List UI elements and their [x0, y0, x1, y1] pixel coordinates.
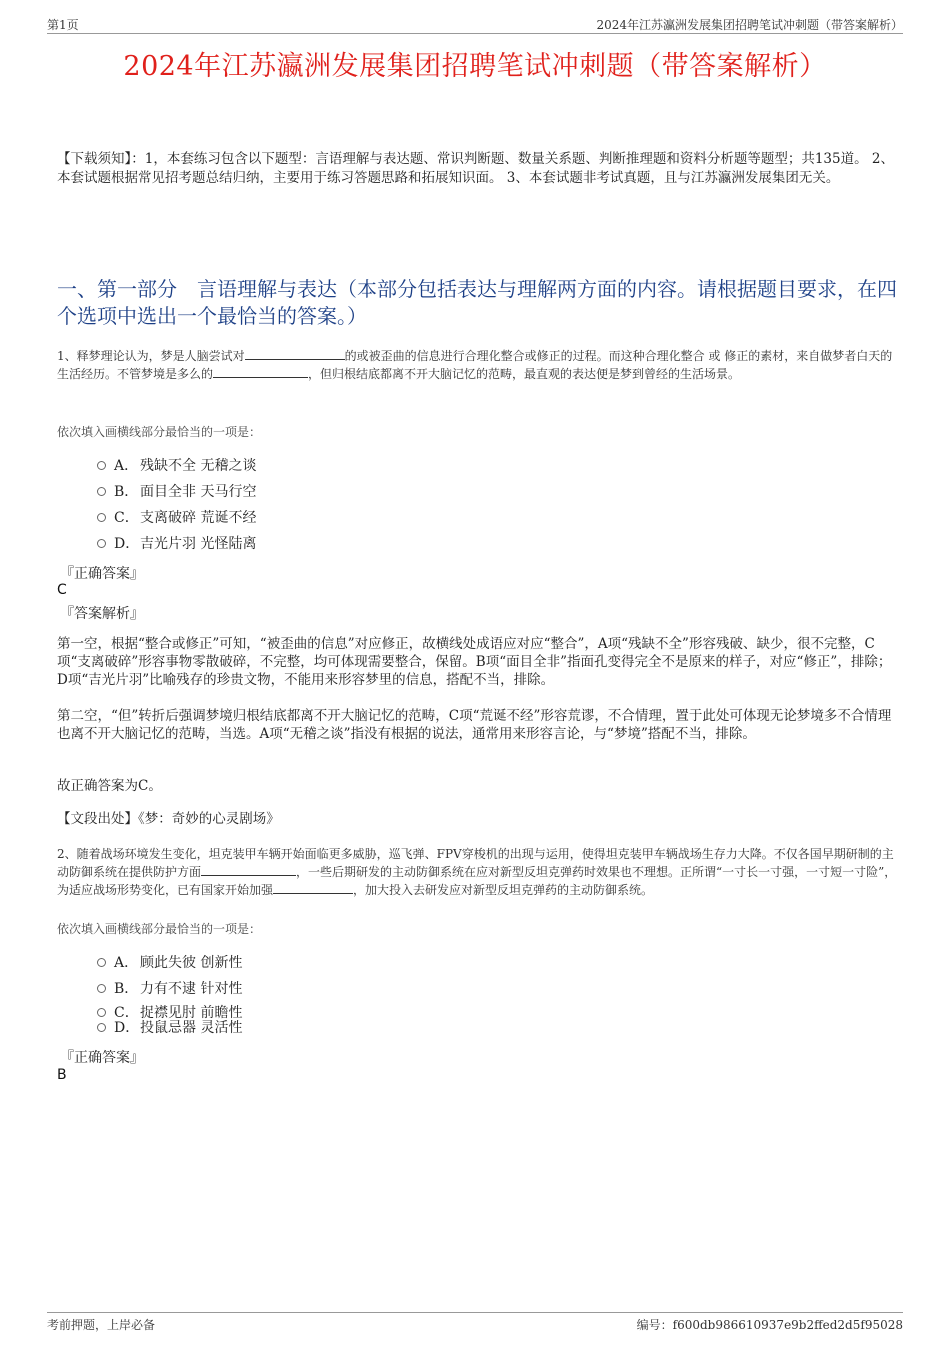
page-footer: [47, 1312, 903, 1332]
radio-icon[interactable]: [97, 1023, 106, 1032]
option-letter: D．: [114, 536, 140, 552]
radio-icon[interactable]: [97, 461, 106, 470]
header-doc-title: 2024年江苏瀛洲发展集团招聘笔试冲刺题（带答案解析）: [596, 18, 903, 32]
option-text: 残缺不全 无稽之谈: [140, 458, 257, 474]
question-2-text-part: ，一些后期研发的主动防御系统在应对新型反坦克弹药时效果也不理想。正所谓“一寸长一寸强，一寸短一寸险”，为适应战场形势变化，已有国家开始加强: [57, 865, 897, 897]
question-2-option-b[interactable]: [97, 979, 242, 999]
footer-serial: 编号：f600db986610937e9b2ffed2d5f95028: [636, 1318, 903, 1332]
question-1-analysis-paragraph-2: 第二空，“但”转折后强调梦境归根结底都离不开大脑记忆的范畴，C项“荒诞不经”形容荒谬，不合情理，置于此处可体现无论梦境多不合情理也离不开大脑记忆的范畴，当选。A项“无稽之谈”指没有根据的说法，通常用来形容言论，与“梦境”搭配不当，排除。: [57, 708, 892, 742]
option-letter: B．: [114, 484, 139, 500]
question-1-text-part: ，但归根结底都离不开大脑记忆的范畴，最直观的表达便是梦到曾经的生活场景。: [308, 367, 741, 381]
option-letter: C．: [114, 1005, 139, 1021]
option-letter: B．: [114, 981, 139, 997]
radio-icon[interactable]: [97, 513, 106, 522]
question-2-text: [57, 845, 897, 899]
option-letter: A．: [114, 955, 139, 971]
radio-icon[interactable]: [97, 487, 106, 496]
radio-icon[interactable]: [97, 984, 106, 993]
question-2-text-part: ，加大投入去研发应对新型反坦克弹药的主动防御系统。: [353, 883, 654, 897]
question-1-text-part: 的或被歪曲的信息进行合理化整合或修正的过程。而这种合理化整合 或 修正的素材，来自做梦者白天的生活经历。不管梦境是多么的: [57, 349, 893, 381]
question-1-conclusion: 故正确答案为C。: [57, 778, 162, 794]
option-text: 捉襟见肘 前瞻性: [140, 1005, 243, 1021]
document-title: 2024年江苏瀛洲发展集团招聘笔试冲刺题（带答案解析）: [123, 51, 827, 82]
question-1-option-c[interactable]: [97, 508, 256, 528]
footer-slogan: 考前押题，上岸必备: [47, 1318, 156, 1332]
radio-icon[interactable]: [97, 539, 106, 548]
option-text: 支离破碎 荒诞不经: [140, 510, 257, 526]
page-number: 第1页: [47, 18, 79, 32]
question-2-answer-label: 『正确答案』: [60, 1050, 144, 1066]
question-1-option-d[interactable]: [97, 534, 256, 554]
question-1-option-b[interactable]: [97, 482, 256, 502]
fill-blank: [201, 864, 296, 876]
question-1-prompt: 依次填入画横线部分最恰当的一项是：: [57, 425, 262, 439]
page-header: [47, 16, 903, 34]
question-2-text-part: 2、随着战场环境发生变化，坦克装甲车辆开始面临更多威胁，巡飞弹、FPV穿梭机的出现与运用，使得坦克装甲车辆战场生存力大降。不仅各国早期研制的主动防御系统在提供防护方面: [57, 847, 894, 879]
question-2-option-d[interactable]: [97, 1018, 242, 1038]
fill-blank: [273, 882, 353, 894]
question-1-analysis-label: 『答案解析』: [60, 606, 144, 622]
option-text: 顾此失彼 创新性: [140, 955, 243, 971]
question-2-prompt: 依次填入画横线部分最恰当的一项是：: [57, 922, 262, 936]
radio-icon[interactable]: [97, 958, 106, 967]
section-title: 一、第一部分 言语理解与表达（本部分包括表达与理解两方面的内容。请根据题目要求，在四个选项中选出一个最恰当的答案。）: [57, 277, 897, 328]
fill-blank: [245, 348, 345, 360]
question-1-source: 【文段出处】《梦：奇妙的心灵剧场》: [57, 811, 280, 827]
radio-icon[interactable]: [97, 1008, 106, 1017]
option-text: 力有不逮 针对性: [140, 981, 243, 997]
option-text: 吉光片羽 光怪陆离: [140, 536, 257, 552]
option-text: 投鼠忌器 灵活性: [140, 1020, 243, 1036]
question-1-answer: C: [57, 582, 67, 598]
download-notice: 【下载须知】：1，本套练习包含以下题型：言语理解与表达题、常识判断题、数量关系题、判断推理题和资料分析题等题型；共135道。 2、本套试题根据常见招考题总结归纳，主要用于练习答题思路和拓展知识面。 3、本套试题非考试真题，且与江苏瀛洲发展集团无关。: [57, 151, 894, 186]
question-2-option-a[interactable]: [97, 953, 242, 973]
question-1-analysis-paragraph-1: 第一空，根据“整合或修正”可知，“被歪曲的信息”对应修正，故横线处成语应对应“整合”，A项“残缺不全”形容残破、缺少，很不完整，C项“支离破碎”形容事物零散破碎，不完整，均可体现需要整合，保留。B项“面目全非”指面孔变得完全不是原来的样子，对应“修正”，排除；D项“吉光片羽”比喻残存的珍贵文物，不能用来形容梦里的信息，搭配不当，排除。: [57, 636, 892, 688]
question-1-option-a[interactable]: [97, 456, 256, 476]
question-1-answer-label: 『正确答案』: [60, 566, 144, 582]
question-2-answer: B: [57, 1067, 67, 1083]
question-1-text: [57, 347, 897, 383]
option-letter: C．: [114, 510, 139, 526]
option-letter: D．: [114, 1020, 140, 1036]
fill-blank: [213, 366, 308, 378]
question-1-text-part: 1、释梦理论认为，梦是人脑尝试对: [57, 349, 245, 363]
option-letter: A．: [114, 458, 139, 474]
option-text: 面目全非 天马行空: [140, 484, 257, 500]
